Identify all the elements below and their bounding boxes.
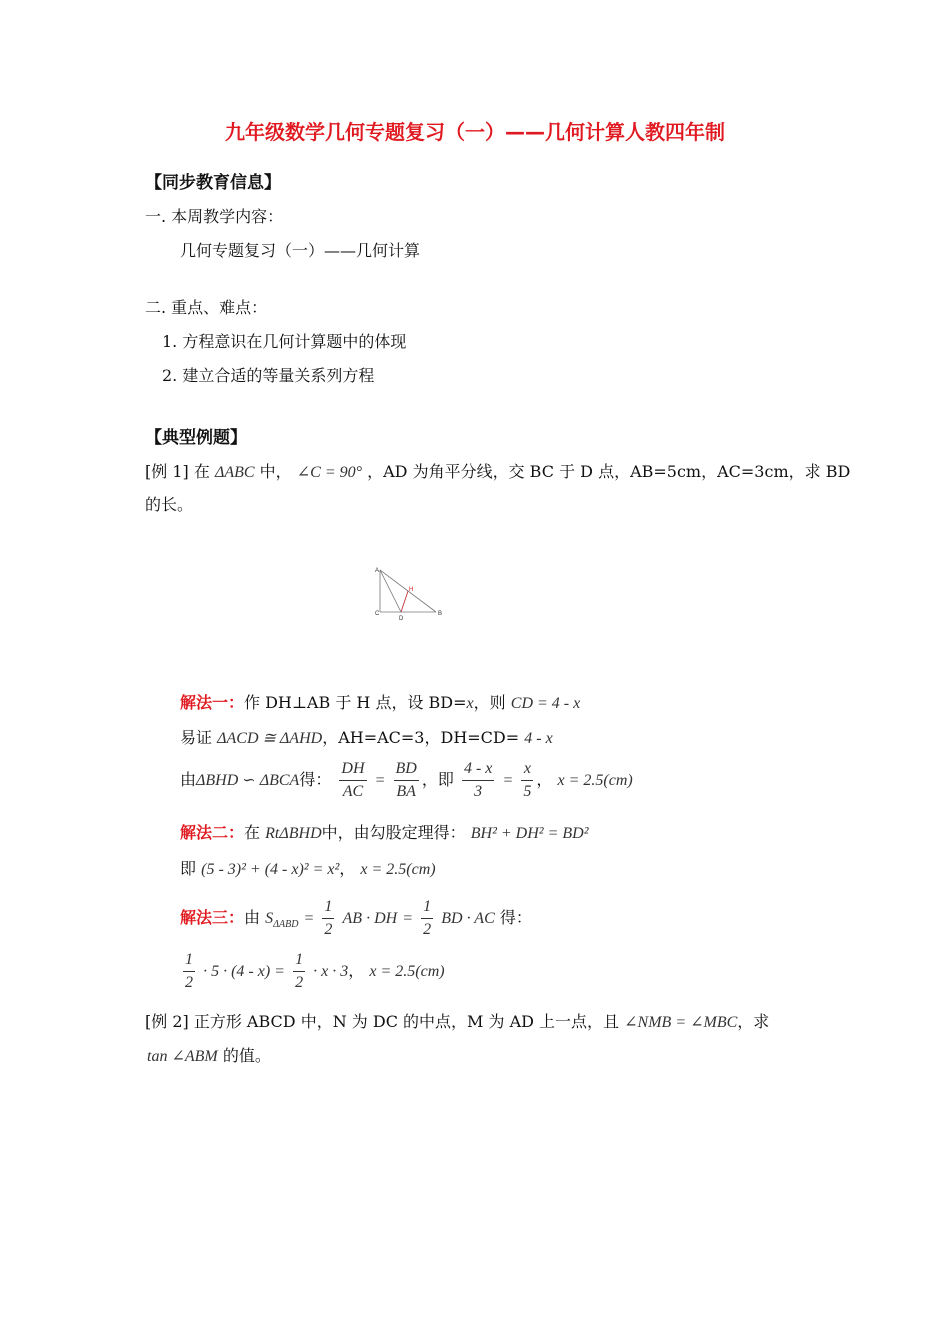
examples-header: 【典型例题】 [145, 428, 247, 448]
solution-3-line-2: $\frac{1}{2}$ · 5 · (4 - x) = $\frac{1}{2}$ · x · 3， x = 2.5(cm) [180, 949, 445, 994]
fraction-one-half-1: $\frac{1}{2}$ [324, 898, 333, 938]
fraction-x-5: $\frac{x}{5}$ [523, 760, 532, 800]
triangle-figure [370, 562, 446, 624]
label-h: H [409, 587, 414, 593]
fraction-one-half-2: $\frac{1}{2}$ [423, 898, 432, 938]
solution-2-line-1: 解法二：在 RtΔBHD中，由勾股定理得： BH² + DH² = BD² [180, 823, 589, 842]
section-2-label: 二. 重点、难点： [145, 298, 268, 317]
example-1-line-2: 的长。 [145, 495, 194, 514]
solution-1-line-1: 解法一：作 DH⊥AB 于 H 点，设 BD=x，则 CD = 4 - x [180, 693, 581, 712]
label-a: A [375, 568, 380, 574]
solution-1-line-3: 由ΔBHD ∽ ΔBCA得： $\frac{DH}{AC}$ = $\frac{BD}{BA}$ ，即 $\frac{4 - x}{3}$ = $\frac{x}{5}$ ， x = 2.5(cm) [180, 758, 633, 803]
fraction-4x-3: $\frac{4 - x}{3}$ [463, 760, 493, 800]
label-c: C [375, 611, 380, 617]
solution-1-line-2: 易证 ΔACD ≅ ΔAHD，AH=AC=3，DH=CD= 4 - x [180, 728, 553, 747]
fraction-one-half-3: $\frac{1}{2}$ [185, 951, 193, 991]
example-2-line-2: tan ∠ABM 的值。 [147, 1046, 271, 1065]
solution-3-line-1: 解法三：由 $S_{\Delta ABD}$ = $\frac{1}{2}$ AB · DH = $\frac{1}{2}$ BD · AC 得： [180, 896, 532, 941]
section-2-item-1: 1. 方程意识在几何计算题中的体现 [162, 332, 407, 351]
section-1-content: 几何专题复习（一）——几何计算 [180, 241, 421, 260]
label-d: D [399, 616, 404, 622]
fraction-bd-ba: $\frac{BD}{BA}$ [395, 760, 417, 800]
example-1-line-1: [例 1] 在 ΔABC 中， ∠C = 90° ，AD 为角平分线，交 BC 于 D 点，AB=5cm，AC=3cm，求 BD [145, 462, 851, 481]
fraction-dh-ac: $\frac{DH}{AC}$ [341, 760, 365, 800]
info-header: 【同步教育信息】 [145, 173, 281, 193]
bisector-ad [380, 570, 401, 612]
fraction-one-half-4: $\frac{1}{2}$ [295, 951, 304, 991]
solution-2-line-2: 即 (5 - 3)² + (4 - x)² = x²， x = 2.5(cm) [180, 859, 436, 878]
section-2-item-2: 2. 建立合适的等量关系列方程 [162, 366, 375, 385]
example-2-line-1: [例 2] 正方形 ABCD 中，N 为 DC 的中点，M 为 AD 上一点，且 ∠NMB = ∠MBC，求 [145, 1012, 770, 1031]
label-b: B [438, 611, 443, 617]
section-1-label: 一. 本周教学内容： [145, 207, 284, 226]
page-title: 九年级数学几何专题复习（一）——几何计算人教四年制 [225, 120, 725, 144]
